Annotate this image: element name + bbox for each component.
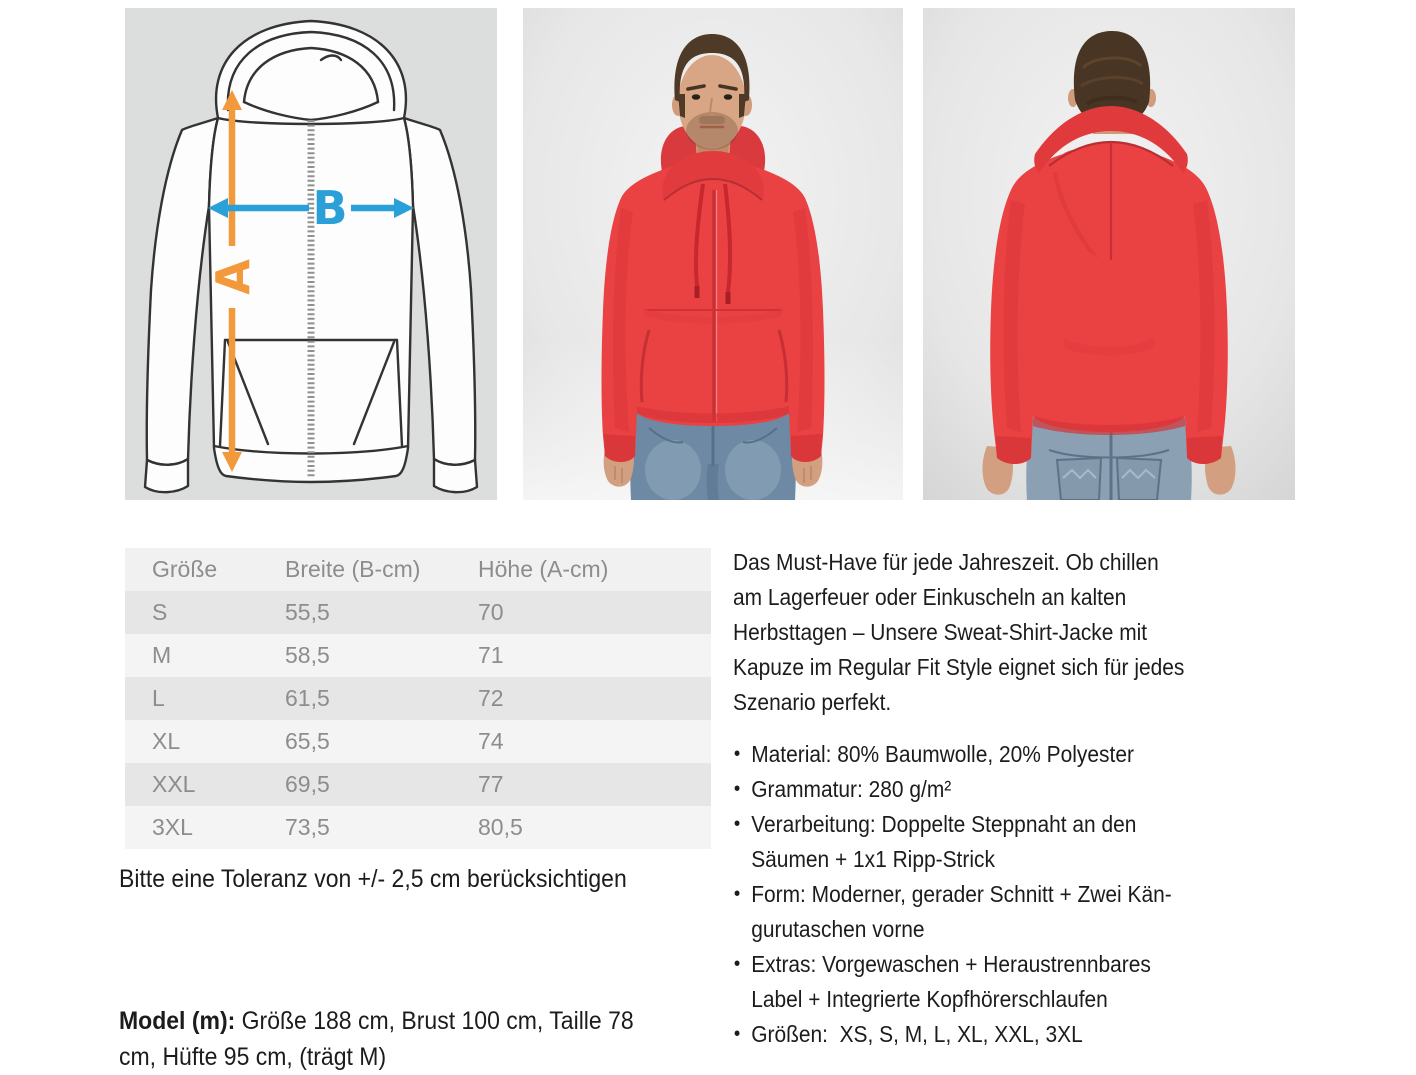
- eye-right: [724, 94, 732, 100]
- width-cell: 65,5: [285, 728, 330, 754]
- height-cell: 72: [478, 685, 504, 711]
- feature-verarbeitung: • Verarbeitung: Doppelte Steppnaht an den Säumen + 1x1 Ripp-Strick: [733, 807, 1193, 877]
- height-cell: 71: [478, 642, 504, 668]
- product-photo-back[interactable]: [923, 8, 1295, 500]
- feature-list: [733, 737, 1193, 1052]
- cuff-left-back: [996, 436, 1031, 464]
- feature-form: • Form: Moderner, gerader Schnitt + Zwei Kängurutaschen vorne: [733, 877, 1193, 947]
- table-row: [125, 677, 711, 720]
- col-header-width: Breite (B-cm): [285, 556, 421, 582]
- size-cell: S: [152, 599, 168, 625]
- height-cell: 70: [478, 599, 504, 625]
- width-cell: 55,5: [285, 599, 330, 625]
- hoodie-line-drawing: [125, 8, 497, 500]
- mustache: [699, 116, 725, 124]
- description-intro: Das Must-Have für jede Jahreszeit. Ob chillen am Lagerfeuer oder Einkuscheln an kalten Herbsttagen – Unsere Sweat-Shirt-Jacke mit Kapuze im Regular Fit Style eignet sich für jedes Szenario perfekt.: [733, 549, 1185, 715]
- back-pocket-left: [1057, 458, 1101, 500]
- tolerance-note: Bitte eine Toleranz von +/- 2,5 cm berücksichtigen: [119, 865, 627, 893]
- size-cell: XXL: [152, 771, 196, 797]
- red-hoodie-front: [602, 151, 825, 462]
- height-cell: 74: [478, 728, 504, 754]
- size-cell: 3XL: [152, 814, 193, 840]
- cuff-left: [604, 434, 635, 462]
- height-cell: 77: [478, 771, 504, 797]
- model-info-label: Model (m):: [119, 1007, 236, 1035]
- table-row: [125, 763, 711, 806]
- height-cell: 80,5: [478, 814, 523, 840]
- col-header-height: Höhe (A-cm): [478, 556, 609, 582]
- size-cell: M: [152, 642, 172, 668]
- size-table-header-row: [125, 548, 711, 591]
- col-header-size: Größe: [152, 556, 218, 582]
- width-cell: 69,5: [285, 771, 330, 797]
- product-photo-front[interactable]: [523, 8, 903, 500]
- model-info: [119, 1003, 639, 1075]
- measure-label-a: A: [206, 259, 260, 295]
- cuff-right: [791, 434, 822, 462]
- size-table: [125, 548, 711, 849]
- size-measurement-diagram: [125, 8, 497, 500]
- size-cell: L: [152, 685, 165, 711]
- feature-groessen: • Größen: XS, S, M, L, XL, XXL, 3XL: [733, 1017, 1193, 1052]
- model-info-text: Größe 188 cm, Brust 100 cm, Taille 78 cm, Hüfte 95 cm, (trägt M): [119, 1007, 634, 1071]
- size-cell: XL: [152, 728, 181, 754]
- cuff-right-back: [1187, 436, 1222, 464]
- width-cell: 73,5: [285, 814, 330, 840]
- width-cell: 58,5: [285, 642, 330, 668]
- front-photo-illustration: [523, 8, 903, 500]
- feature-extras: • Extras: Vorgewaschen + Heraustrennbares Label + Integrierte Kopfhörerschlaufen: [733, 947, 1193, 1017]
- table-row: [125, 720, 711, 763]
- feature-material: • Material: 80% Baumwolle, 20% Polyester: [733, 737, 1193, 772]
- table-row: [125, 634, 711, 677]
- table-row: [125, 806, 711, 849]
- feature-grammatur: • Grammatur: 280 g/m²: [733, 772, 1193, 807]
- back-pocket-right: [1117, 458, 1161, 500]
- product-description: [733, 545, 1193, 1052]
- measure-label-b: B: [312, 181, 348, 235]
- back-photo-illustration: [923, 8, 1295, 500]
- eye-left: [692, 94, 700, 100]
- width-cell: 61,5: [285, 685, 330, 711]
- table-row: [125, 591, 711, 634]
